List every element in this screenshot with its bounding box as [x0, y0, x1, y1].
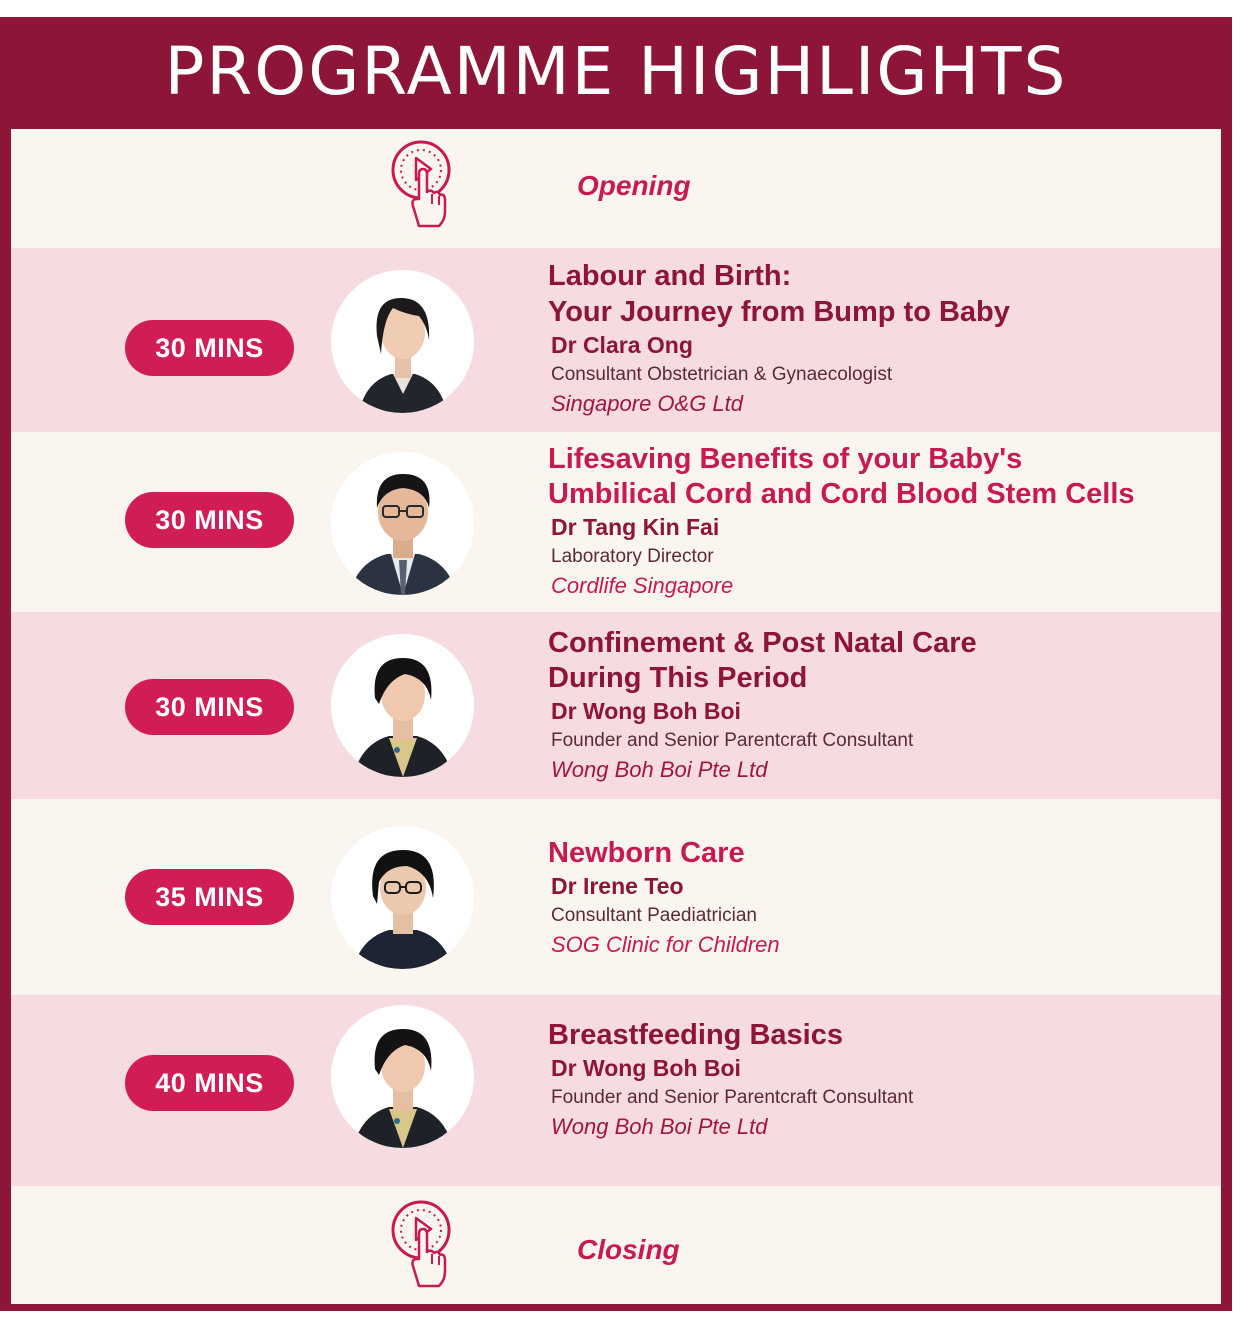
header-bar: [0, 17, 1232, 129]
speaker-name: Dr Clara Ong: [551, 332, 693, 358]
page-title: PROGRAMME HIGHLIGHTS: [164, 32, 1068, 110]
programme-frame: [0, 17, 1232, 1311]
closing-row: [11, 1186, 1221, 1304]
speaker-organisation: SOG Clinic for Children: [551, 932, 780, 957]
session-title-line: Newborn Care: [548, 837, 745, 869]
speaker-avatar: [331, 1005, 474, 1148]
duration-badge: 30 MINS: [125, 320, 294, 376]
session-title: [548, 442, 1135, 512]
speaker-role: Laboratory Director: [551, 546, 714, 567]
tap-play-icon: [389, 1198, 453, 1290]
speaker-organisation: Wong Boh Boi Pte Ltd: [551, 1114, 768, 1139]
opening-row: [11, 129, 1221, 248]
session-title: [548, 1017, 913, 1053]
duration-badge: 40 MINS: [125, 1055, 294, 1111]
speaker-organisation: Cordlife Singapore: [551, 573, 734, 598]
speaker-name: Dr Tang Kin Fai: [551, 514, 720, 540]
duration-badge: 35 MINS: [125, 869, 294, 925]
session-row: [11, 995, 1221, 1186]
speaker-role: Founder and Senior Parentcraft Consultant: [551, 730, 914, 751]
closing-label: Closing: [577, 1234, 680, 1265]
opening-label: Opening: [577, 170, 691, 201]
speaker-name: Dr Irene Teo: [551, 873, 684, 899]
speaker-organisation: Singapore O&G Ltd: [551, 391, 744, 416]
session-title-line: Umbilical Cord and Cord Blood Stem Cells: [548, 478, 1135, 510]
speaker-role: Founder and Senior Parentcraft Consultant: [551, 1087, 914, 1108]
session-title-line: Lifesaving Benefits of your Baby's: [548, 443, 1023, 475]
speaker-name: Dr Wong Boh Boi: [551, 698, 741, 724]
speaker-name: Dr Wong Boh Boi: [551, 1055, 741, 1081]
session-row: [11, 612, 1221, 799]
session-title-line: Your Journey from Bump to Baby: [548, 296, 1010, 328]
session-title: [548, 258, 1010, 330]
session-title: [548, 626, 977, 696]
speaker-avatar: [331, 270, 474, 413]
session-row: [11, 799, 1221, 995]
session-title-line: Labour and Birth:: [548, 260, 792, 292]
session-title-line: During This Period: [548, 662, 808, 694]
duration-badge: 30 MINS: [125, 492, 294, 548]
session-title: [548, 835, 780, 871]
speaker-role: Consultant Obstetrician & Gynaecologist: [551, 364, 893, 385]
speaker-avatar: [331, 826, 474, 969]
tap-play-icon: [389, 138, 453, 230]
speaker-organisation: Wong Boh Boi Pte Ltd: [551, 757, 768, 782]
session-row: [11, 432, 1221, 612]
session-row: [11, 248, 1221, 432]
speaker-role: Consultant Paediatrician: [551, 905, 757, 926]
speaker-avatar: [331, 634, 474, 777]
duration-badge: 30 MINS: [125, 679, 294, 735]
session-title-line: Confinement & Post Natal Care: [548, 627, 977, 659]
session-title-line: Breastfeeding Basics: [548, 1019, 843, 1051]
speaker-avatar: [331, 452, 474, 595]
